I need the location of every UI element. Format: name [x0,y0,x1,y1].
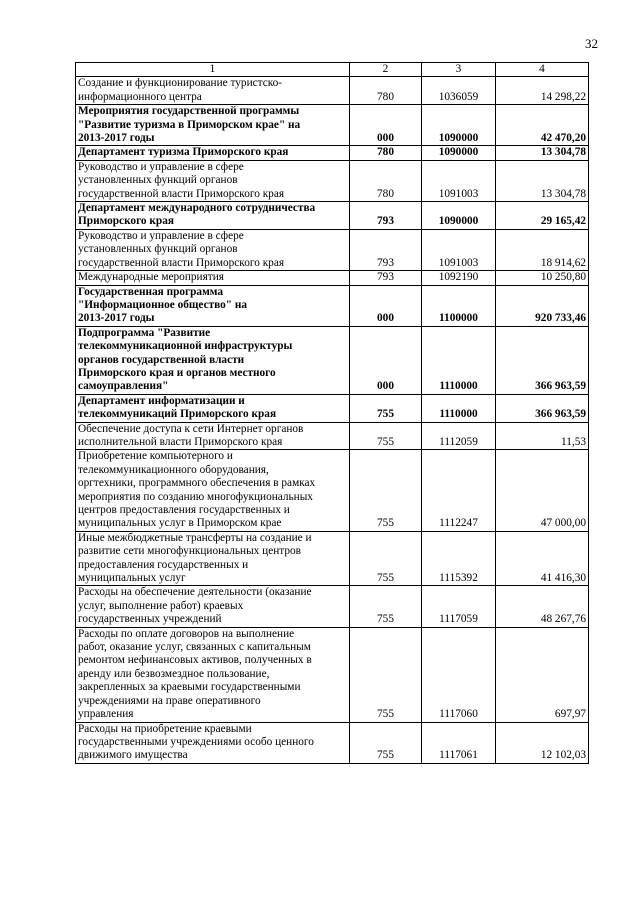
row-amount-cell: 12 102,03 [496,722,589,763]
row-name-cell: Руководство и управление в сфере установленных функций органов государственной власти Приморского края [76,160,350,201]
row-code-cell: 000 [350,105,422,146]
row-amount-cell: 41 416,30 [496,531,589,586]
row-target-code-cell: 1092190 [422,271,496,285]
row-amount-cell: 920 733,46 [496,285,589,326]
table-row [76,422,589,450]
row-amount-cell: 697,97 [496,627,589,722]
table-row [76,271,589,285]
table-row [76,586,589,627]
row-target-code-cell: 1115392 [422,531,496,586]
row-name-cell: Департамент туризма Приморского края [76,146,350,160]
row-code-cell: 000 [350,326,422,394]
row-name-cell: Расходы на обеспечение деятельности (оказание услуг, выполнение работ) краевых государственных учреждений [76,586,350,627]
table-header-row [76,63,589,77]
row-target-code-cell: 1110000 [422,326,496,394]
table-row [76,450,589,531]
table-row [76,202,589,230]
table-row [76,326,589,394]
row-amount-cell: 42 470,20 [496,105,589,146]
row-target-code-cell: 1112247 [422,450,496,531]
row-code-cell: 793 [350,229,422,270]
row-target-code-cell: 1117060 [422,627,496,722]
table-row [76,531,589,586]
table-row [76,146,589,160]
row-code-cell: 000 [350,285,422,326]
table-row [76,394,589,422]
column-header-1: 1 [76,63,350,77]
page-number: 32 [585,36,598,51]
row-amount-cell: 18 914,62 [496,229,589,270]
row-name-cell: Приобретение компьютерного и телекоммуникационного оборудования, оргтехники, программного обеспечения в рамках мероприятия по созданию многофукциональных центров предоставления государственных и муниципальных услуг в Приморском крае [76,450,350,531]
budget-table [75,62,589,764]
row-target-code-cell: 1091003 [422,229,496,270]
row-code-cell: 755 [350,422,422,450]
row-amount-cell: 48 267,76 [496,586,589,627]
row-target-code-cell: 1110000 [422,394,496,422]
column-header-2: 2 [350,63,422,77]
row-amount-cell: 14 298,22 [496,77,589,105]
row-name-cell: Государственная программа "Информационное общество" на 2013-2017 годы [76,285,350,326]
row-name-cell: Департамент информатизации и телекоммуникаций Приморского края [76,394,350,422]
row-target-code-cell: 1090000 [422,146,496,160]
row-amount-cell: 13 304,78 [496,160,589,201]
table-row [76,627,589,722]
table-row [76,229,589,270]
column-header-4: 4 [496,63,589,77]
row-code-cell: 780 [350,160,422,201]
row-name-cell: Расходы по оплате договоров на выполнение работ, оказание услуг, связанных с капитальным ремонтом нефинансовых активов, полученных в аренду или безвозмездное пользование, закрепленных за краевыми государственными учреждениями на праве оперативного управления [76,627,350,722]
row-name-cell: Иные межбюджетные трансферты на создание и развитие сети многофункциональных центров предоставления государственных и муниципальных услуг [76,531,350,586]
row-name-cell: Обеспечение доступа к сети Интернет органов исполнительной власти Приморского края [76,422,350,450]
table-row [76,105,589,146]
row-amount-cell: 11,53 [496,422,589,450]
row-code-cell: 780 [350,146,422,160]
row-code-cell: 755 [350,586,422,627]
row-name-cell: Мероприятия государственной программы "Развитие туризма в Приморском крае" на 2013-2017 годы [76,105,350,146]
row-target-code-cell: 1112059 [422,422,496,450]
row-amount-cell: 10 250,80 [496,271,589,285]
row-amount-cell: 366 963,59 [496,326,589,394]
row-code-cell: 755 [350,722,422,763]
row-name-cell: Создание и функционирование туристско- информационного центра [76,77,350,105]
row-name-cell: Международные мероприятия [76,271,350,285]
row-target-code-cell: 1090000 [422,202,496,230]
table-row [76,77,589,105]
row-code-cell: 780 [350,77,422,105]
row-code-cell: 755 [350,450,422,531]
row-amount-cell: 29 165,42 [496,202,589,230]
column-header-3: 3 [422,63,496,77]
row-target-code-cell: 1091003 [422,160,496,201]
row-amount-cell: 13 304,78 [496,146,589,160]
table-row [76,285,589,326]
table-row [76,160,589,201]
row-amount-cell: 47 000,00 [496,450,589,531]
row-code-cell: 755 [350,394,422,422]
row-target-code-cell: 1117061 [422,722,496,763]
row-name-cell: Руководство и управление в сфере установленных функций органов государственной власти Приморского края [76,229,350,270]
row-target-code-cell: 1036059 [422,77,496,105]
row-code-cell: 755 [350,531,422,586]
table-row [76,722,589,763]
row-code-cell: 755 [350,627,422,722]
row-target-code-cell: 1117059 [422,586,496,627]
row-code-cell: 793 [350,271,422,285]
row-amount-cell: 366 963,59 [496,394,589,422]
row-target-code-cell: 1090000 [422,105,496,146]
row-name-cell: Расходы на приобретение краевыми государственными учреждениями особо ценного движимого имущества [76,722,350,763]
row-code-cell: 793 [350,202,422,230]
row-name-cell: Департамент международного сотрудничества Приморского края [76,202,350,230]
row-target-code-cell: 1100000 [422,285,496,326]
row-name-cell: Подпрограмма "Развитие телекоммуникационной инфраструктуры органов государственной власти Приморского края и органов местного самоуправления" [76,326,350,394]
